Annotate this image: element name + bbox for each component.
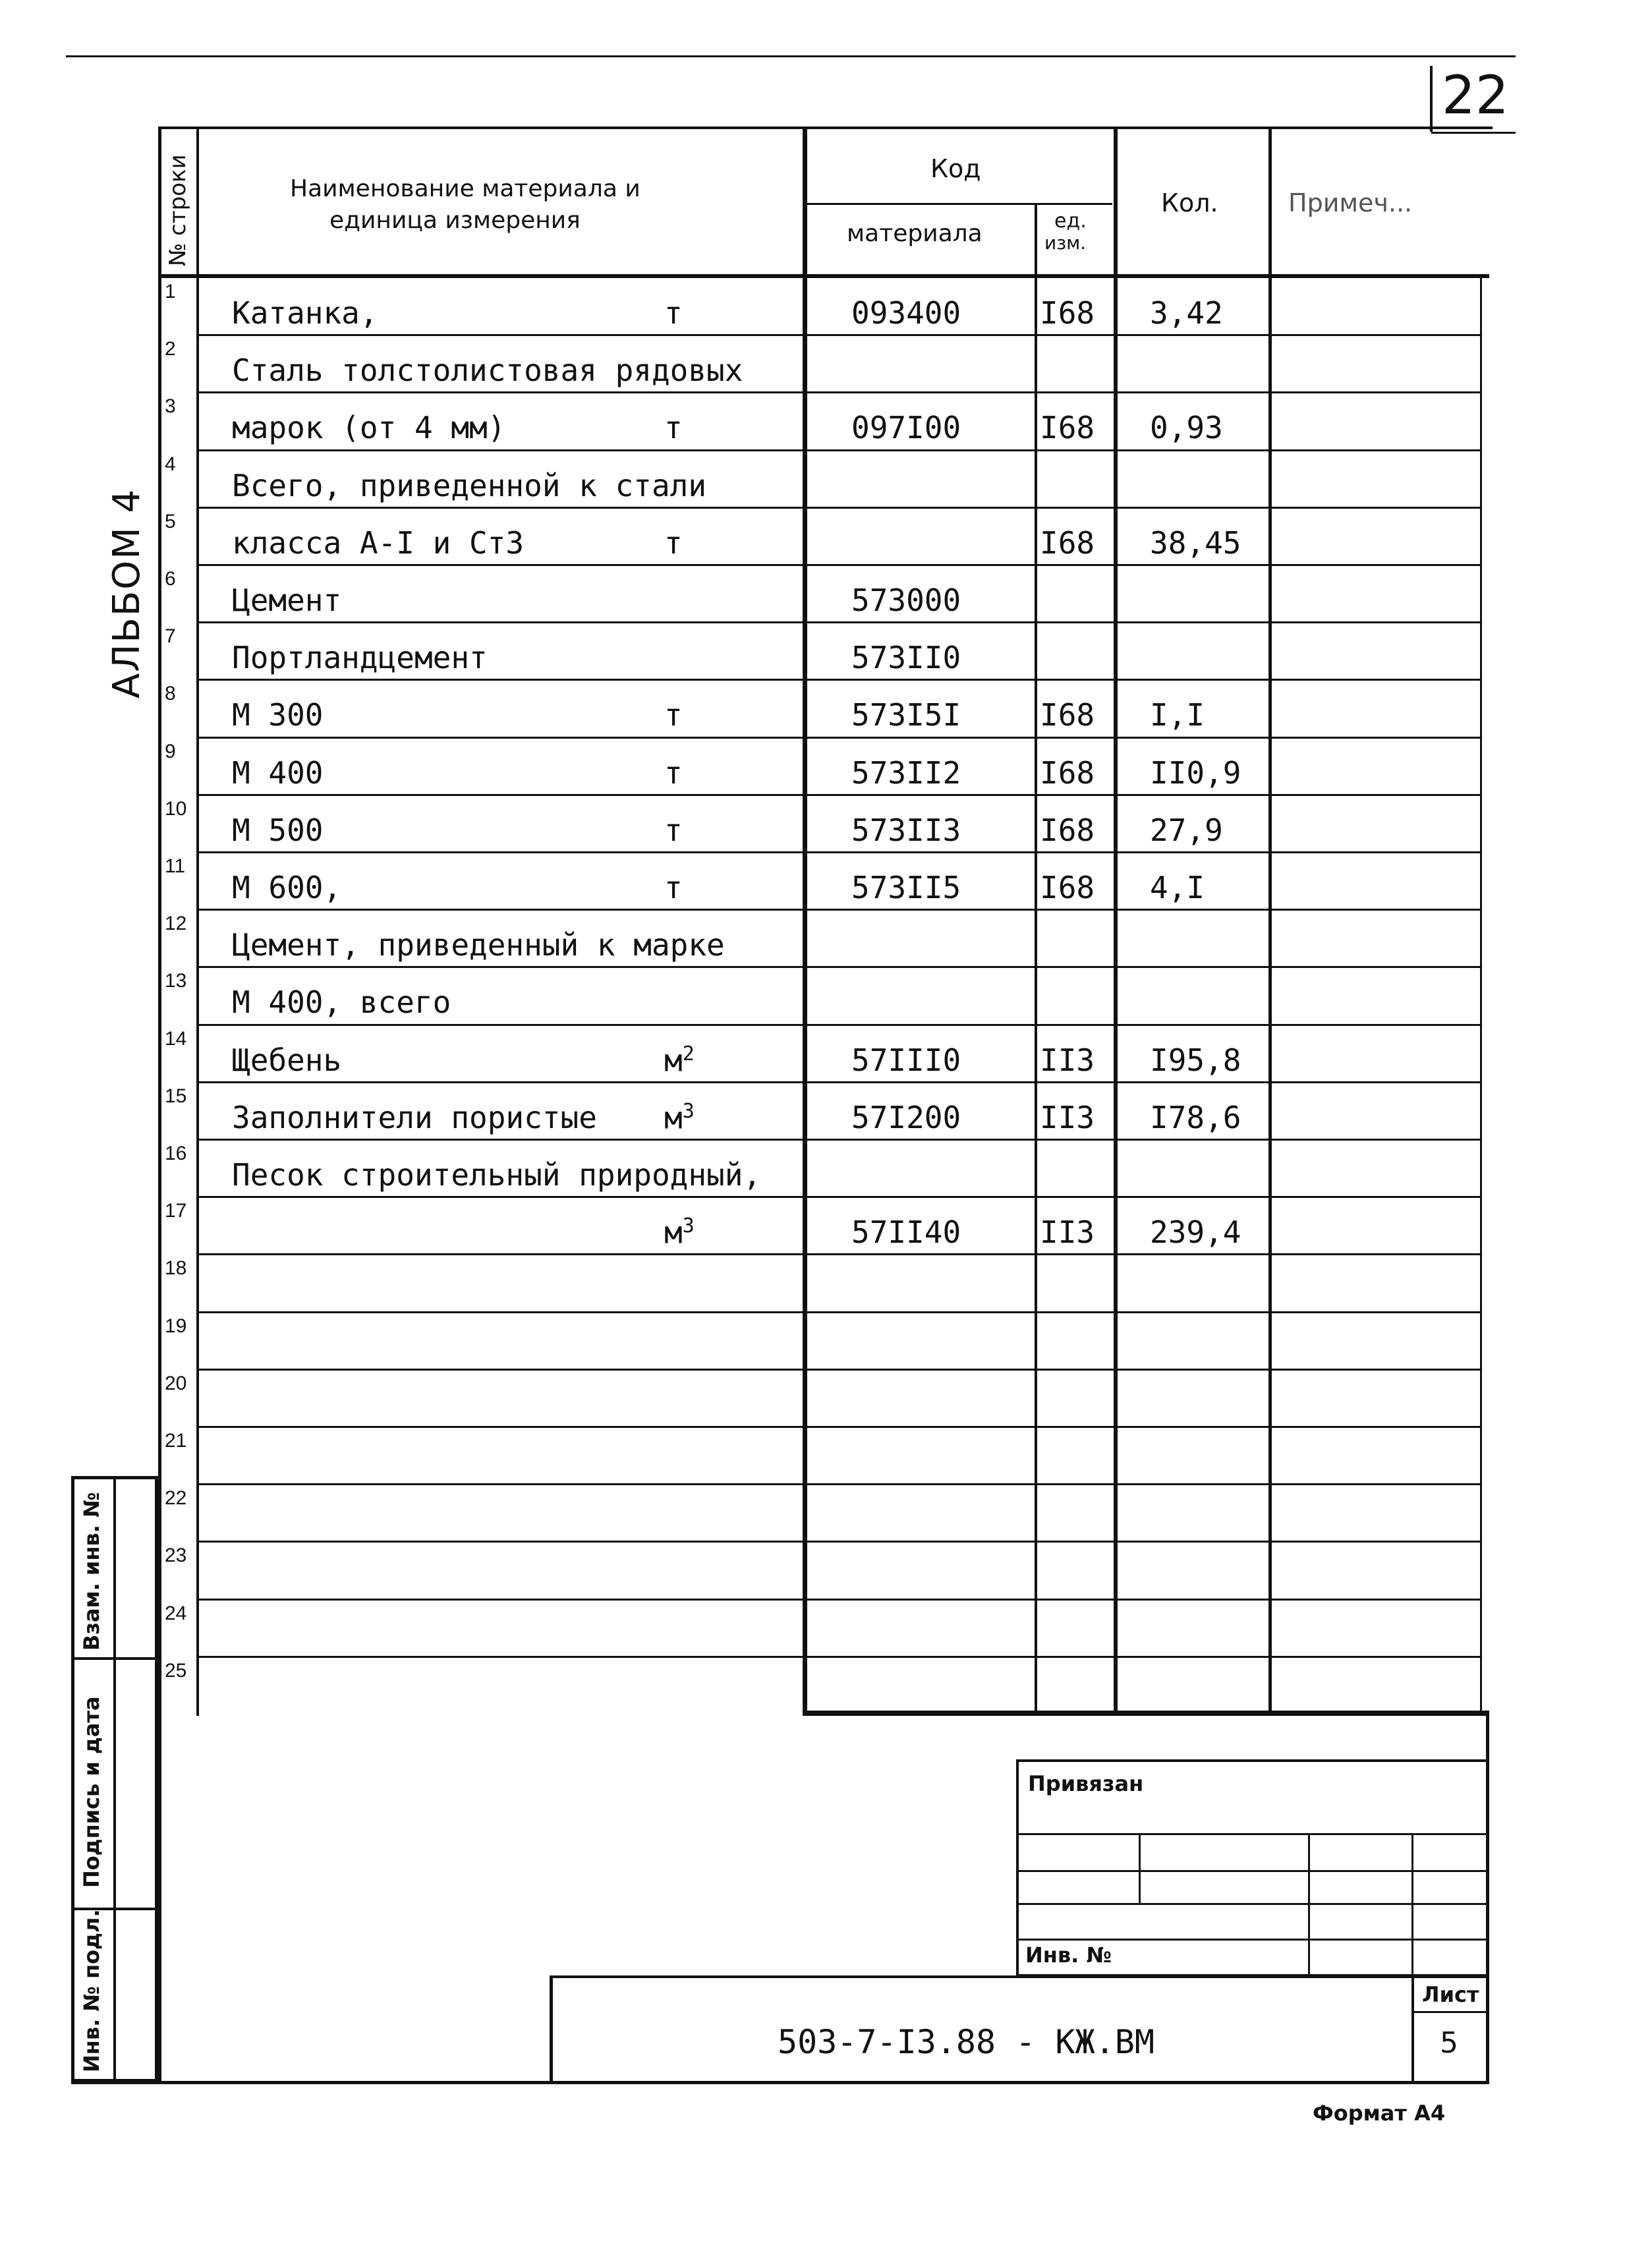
quantity: 0,93 (1150, 410, 1223, 446)
material-name: М 600, (232, 870, 342, 905)
row-number: 16 (165, 1143, 187, 1164)
row-number: 10 (165, 797, 187, 820)
row-number: 22 (165, 1487, 187, 1510)
unit-code: I68 (1040, 754, 1095, 791)
header-note: Примеч... (1288, 188, 1413, 217)
unit-of-measure (664, 1214, 695, 1250)
material-name: М 500 (232, 812, 324, 848)
unit-code: I68 (1040, 812, 1095, 848)
material-code: 573II2 (851, 754, 961, 791)
album-label: АЛЬБОМ 4 (105, 488, 148, 698)
material-code: 573I5I (851, 697, 961, 733)
quantity: 4,I (1150, 870, 1205, 905)
table-row (0, 737, 1489, 794)
row-number: 21 (165, 1430, 187, 1452)
material-name: Сталь толстолистовая рядовых (232, 353, 743, 389)
row-number: 18 (165, 1257, 187, 1280)
header-qty: Кол. (1161, 188, 1218, 217)
row-number: 3 (165, 395, 176, 418)
quantity: II0,9 (1150, 754, 1241, 791)
table-row (0, 1196, 1489, 1253)
material-name: Всего, приведенной к стали (232, 467, 707, 503)
table-row (0, 1656, 1489, 1713)
material-code: 57II40 (851, 1214, 961, 1251)
material-code: 57I200 (851, 1099, 961, 1135)
quantity: 239,4 (1150, 1214, 1241, 1251)
unit-of-measure: т (664, 697, 683, 733)
unit-of-measure: т (664, 525, 683, 561)
material-name: Заполнители пористые (232, 1099, 597, 1135)
material-name: марок (от 4 мм) (232, 410, 506, 446)
unit-of-measure: т (664, 754, 683, 791)
row-number: 15 (165, 1085, 187, 1107)
row-number: 20 (165, 1372, 187, 1394)
unit-of-measure (664, 1042, 695, 1078)
unit-code: I68 (1040, 870, 1095, 905)
page-number: 22 (1442, 65, 1509, 126)
quantity: I95,8 (1150, 1042, 1241, 1078)
table-row (0, 966, 1489, 1023)
row-number: 23 (165, 1545, 187, 1567)
unit-base: м (664, 1042, 683, 1078)
row-number: 8 (165, 683, 176, 705)
row-number: 4 (165, 453, 176, 475)
material-name: Цемент (232, 582, 342, 618)
format-label: Формат А4 (1313, 2101, 1446, 2126)
material-name: Цемент, приведенный к марке (232, 927, 725, 963)
unit-of-measure: т (664, 410, 683, 446)
table-row (0, 621, 1489, 679)
quantity: I,I (1150, 697, 1205, 733)
unit-base: м (664, 1100, 683, 1136)
side-stamp-rule-1 (71, 1657, 158, 1660)
material-code: 573II0 (851, 640, 961, 676)
unit-of-measure: т (664, 812, 683, 848)
table-row (0, 1426, 1489, 1483)
side-stamp-inv-zam: Взам. инв. № (79, 1492, 104, 1651)
inv-no-label: Инв. № (1025, 1943, 1112, 1968)
material-code: 573000 (851, 582, 961, 618)
unit-code: II3 (1040, 1214, 1095, 1251)
table-row (0, 507, 1489, 564)
table-row (0, 1081, 1489, 1139)
side-stamp-inv-podl: Инв. № подл. (79, 1909, 104, 2072)
privyazan-col-1 (1139, 1833, 1141, 1903)
table-row (0, 449, 1489, 507)
table-row (0, 277, 1489, 334)
privyazan-rule-4 (1016, 1939, 1489, 1941)
row-number: 13 (165, 970, 187, 992)
row-number: 12 (165, 913, 187, 935)
unit-code: II3 (1040, 1042, 1095, 1078)
material-name: Катанка, (232, 295, 378, 331)
unit-code: I68 (1040, 295, 1095, 331)
sheet-label-rule (1411, 2011, 1489, 2013)
privyazan-col-3 (1411, 1833, 1413, 1977)
table-row (0, 334, 1489, 391)
unit-of-measure (664, 1100, 695, 1135)
sheet-label: Лист (1422, 1982, 1479, 2007)
material-name: класса А-I и Ст3 (232, 525, 525, 561)
row-number: 1 (165, 281, 176, 302)
table-row (0, 909, 1489, 966)
header-code: Код (930, 154, 981, 183)
header-material: материала (847, 220, 983, 247)
quantity: I78,6 (1150, 1099, 1241, 1135)
table-row (0, 1253, 1489, 1311)
quantity: 38,45 (1150, 525, 1241, 561)
row-number: 7 (165, 625, 176, 648)
sheet-col-line (1411, 1975, 1414, 2084)
material-name: Портландцемент (232, 640, 488, 676)
material-code: 573II5 (851, 870, 961, 905)
material-name: Щебень (232, 1042, 342, 1078)
sheet-number: 5 (1440, 2026, 1458, 2060)
frame-left-lower (158, 1716, 161, 2082)
row-number: 17 (165, 1200, 187, 1222)
row-number: 14 (165, 1027, 187, 1050)
table-row (0, 851, 1489, 909)
row-number: 5 (165, 510, 176, 532)
privyazan-label: Привязан (1028, 1771, 1144, 1796)
header-name-line1: Наименование материала и (290, 175, 641, 202)
unit-of-measure: т (664, 870, 683, 905)
unit-exponent: 3 (682, 1099, 695, 1123)
quantity: 27,9 (1150, 812, 1223, 848)
material-name: Песок строительный природный, (232, 1157, 762, 1193)
document-code: 503-7-I3.88 - КЖ.ВМ (778, 2023, 1154, 2061)
material-code: 097I00 (851, 410, 961, 446)
row-number: 24 (165, 1602, 187, 1624)
header-row-no: № строки (165, 154, 191, 266)
header-unit-line2: изм. (1044, 232, 1087, 254)
privyazan-col-2 (1308, 1833, 1310, 1977)
table-row (0, 1311, 1489, 1369)
table-row (0, 564, 1489, 621)
row-number: 2 (165, 338, 176, 360)
table-row (0, 1483, 1489, 1541)
privyazan-rule-1 (1016, 1833, 1489, 1835)
row-number: 25 (165, 1659, 187, 1682)
table-row (0, 391, 1489, 449)
header-name-line2: единица измерения (329, 207, 581, 234)
table-row (0, 794, 1489, 851)
unit-code: I68 (1040, 525, 1095, 561)
unit-exponent: 3 (682, 1214, 695, 1238)
table-row (0, 679, 1489, 736)
privyazan-rule-3 (1016, 1903, 1489, 1905)
material-code: 093400 (851, 295, 961, 331)
unit-code: I68 (1040, 410, 1095, 446)
row-number: 19 (165, 1315, 187, 1337)
quantity: 3,42 (1150, 295, 1223, 331)
row-number: 9 (165, 740, 176, 762)
unit-code: I68 (1040, 697, 1095, 733)
unit-code: II3 (1040, 1099, 1095, 1135)
table-row (0, 1139, 1489, 1196)
table-row (0, 1369, 1489, 1426)
side-stamp-sign-date: Подпись и дата (79, 1696, 104, 1888)
row-number: 11 (165, 855, 186, 877)
material-code: 573II3 (851, 812, 961, 848)
table-row (0, 1541, 1489, 1598)
table-row (0, 1599, 1489, 1656)
side-stamp-divider (113, 1476, 116, 2082)
unit-base: м (664, 1214, 683, 1251)
material-name: М 300 (232, 697, 324, 733)
table-row (0, 1024, 1489, 1081)
privyazan-rule-2 (1016, 1870, 1489, 1872)
material-name: М 400, всего (232, 984, 451, 1021)
material-code: 57III0 (851, 1042, 961, 1078)
material-name: М 400 (232, 754, 324, 791)
header-unit-line1: ед. (1054, 210, 1087, 233)
unit-of-measure: т (664, 295, 683, 331)
unit-exponent: 2 (682, 1042, 695, 1065)
row-number: 6 (165, 568, 176, 590)
